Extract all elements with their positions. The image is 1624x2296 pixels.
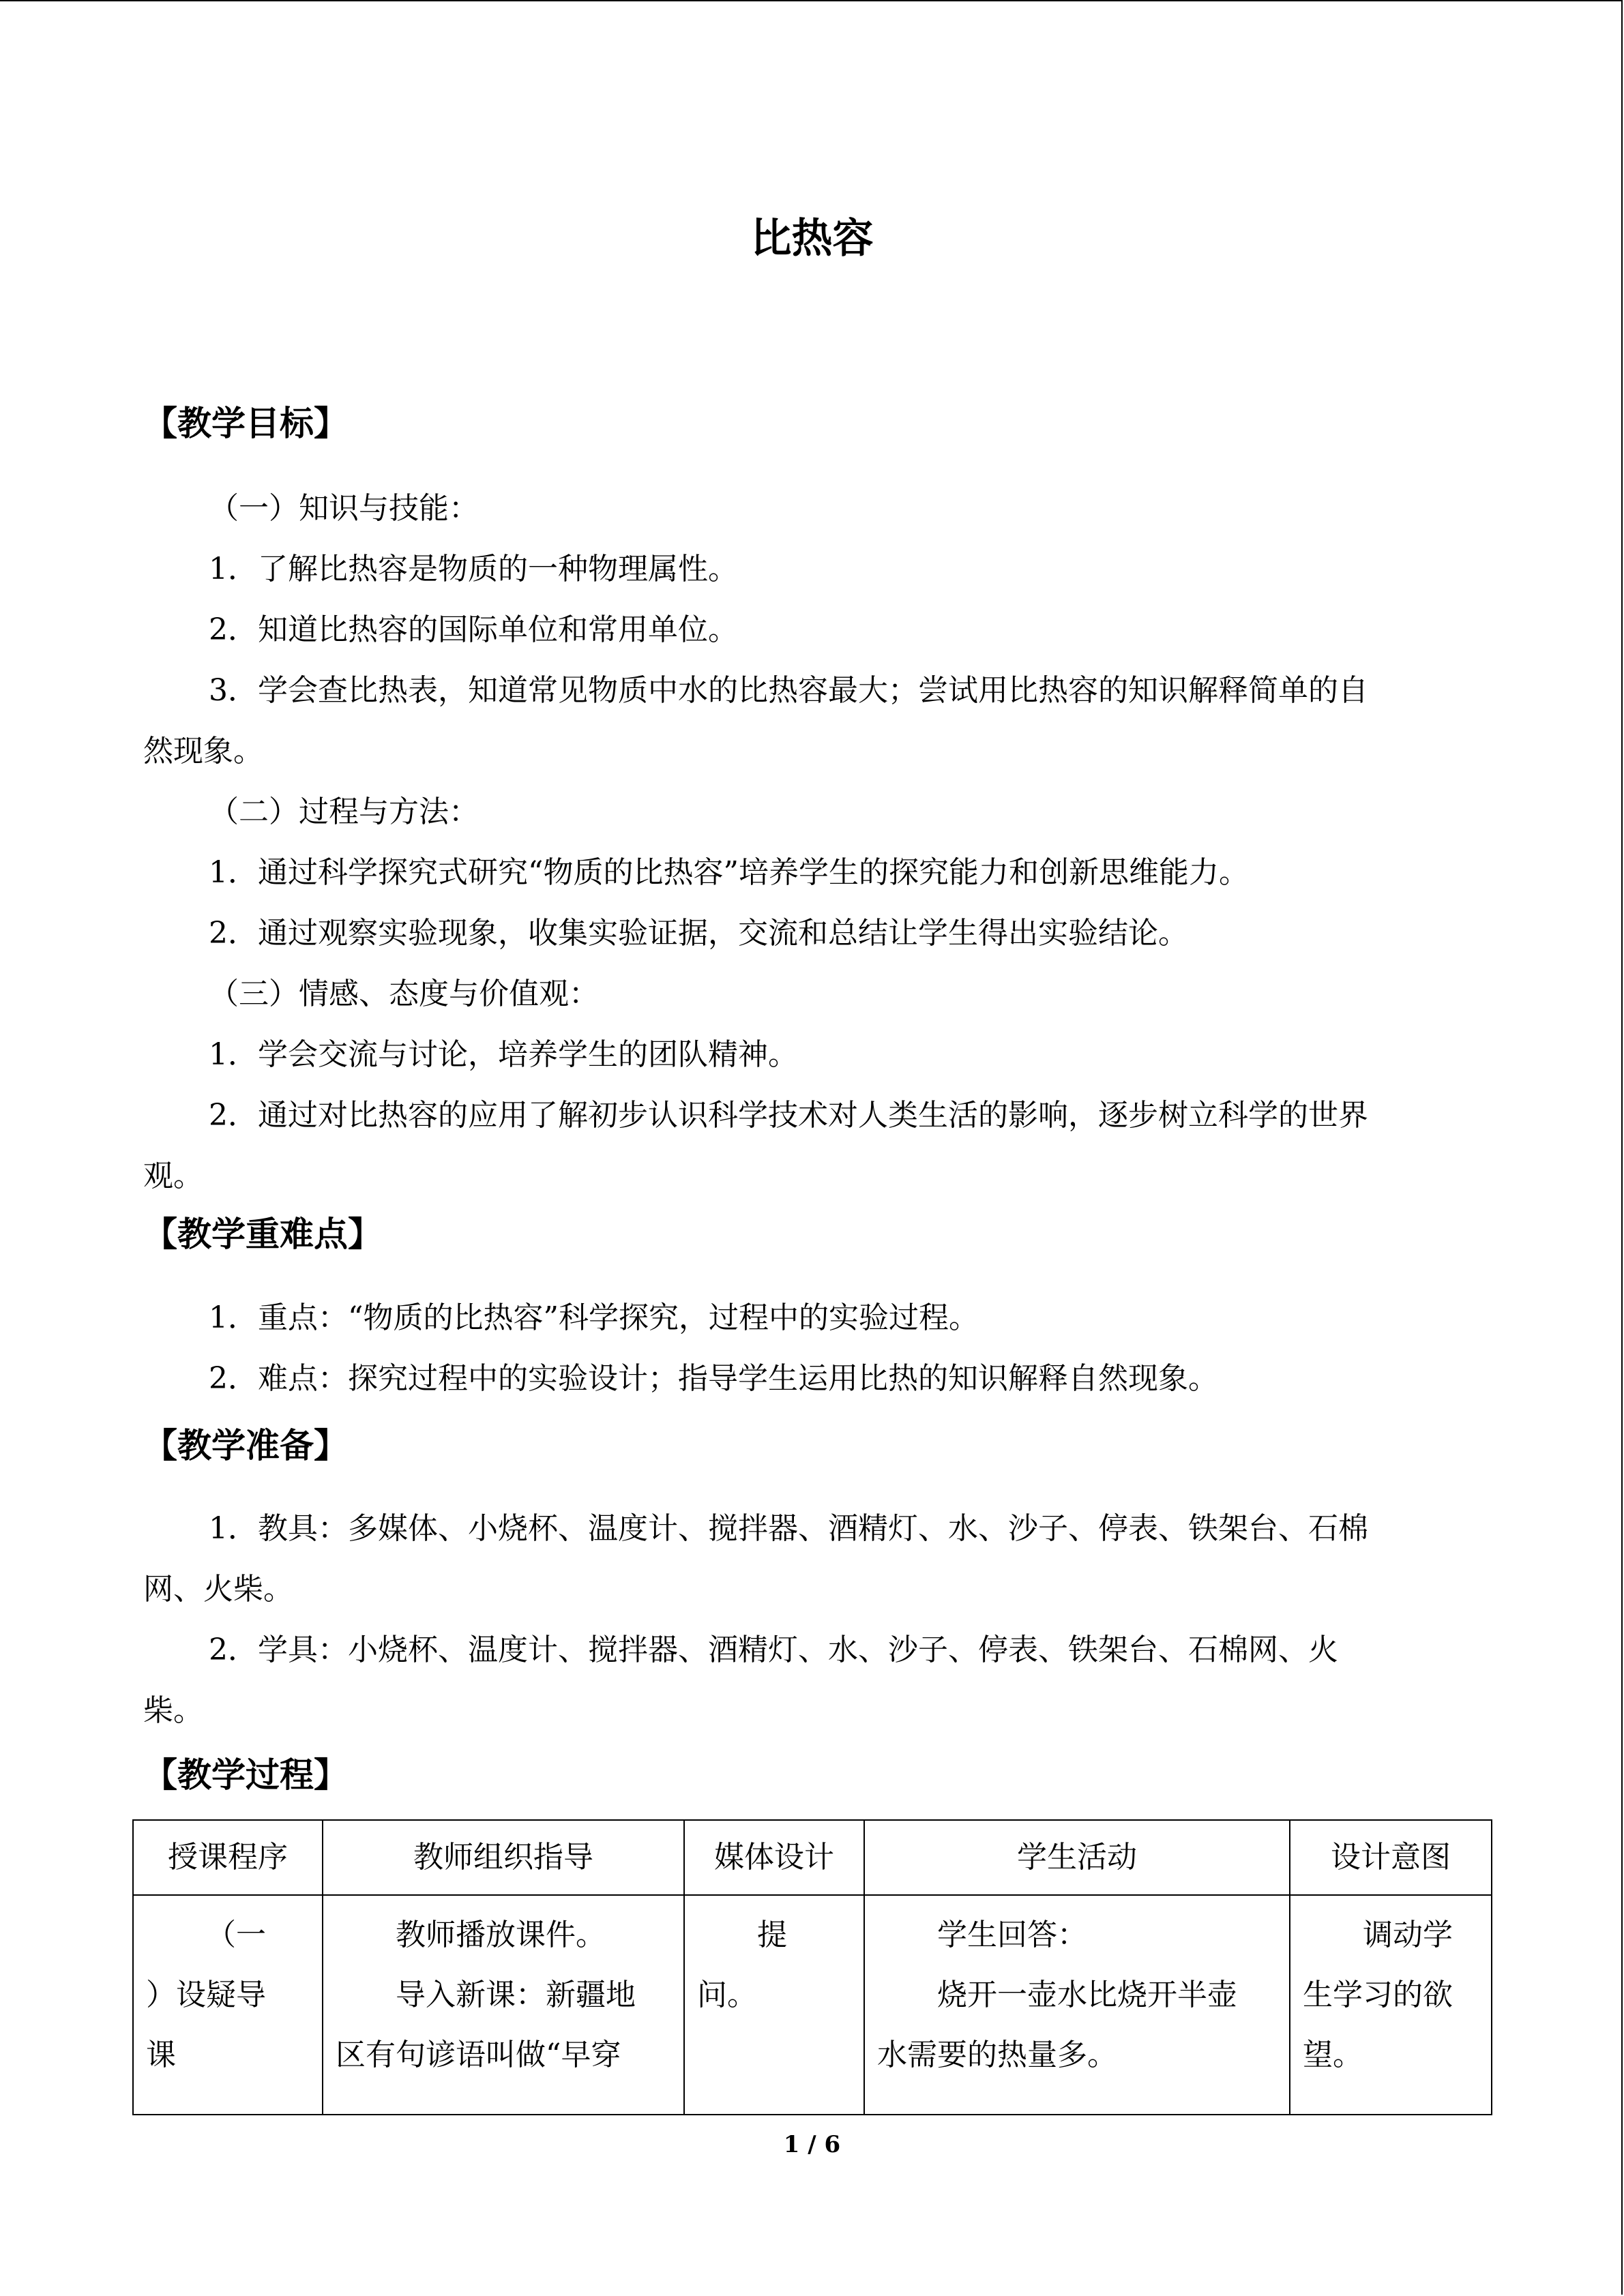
objective-line: 然现象。 — [143, 734, 263, 769]
cell-line: （一 — [206, 1918, 266, 1952]
key-point-line: 1．重点：“物质的比热容”科学探究，过程中的实验过程。 — [209, 1300, 979, 1335]
preparation-line: 2．学具：小烧杯、温度计、搅拌器、酒精灯、水、沙子、停表、铁架台、石棉网、火 — [209, 1632, 1338, 1667]
column-header: 媒体设计 — [684, 1820, 864, 1895]
column-header: 学生活动 — [864, 1820, 1290, 1895]
cell-line: 水需要的热量多。 — [877, 2038, 1117, 2072]
cell-line: 生学习的欲 — [1303, 1978, 1453, 2012]
cell-line: 教师播放课件。 — [396, 1918, 606, 1952]
cell-line: 问。 — [697, 1978, 757, 2012]
teacher-cell — [323, 1895, 684, 2115]
cell-line: 烧开一壶水比烧开半壶 — [937, 1978, 1237, 2012]
stage-cell — [133, 1895, 323, 2115]
objective-line: 2．通过对比热容的应用了解初步认识科学技术对人类生活的影响，逐步树立科学的世界 — [209, 1098, 1368, 1133]
preparation-line: 柴。 — [143, 1693, 203, 1728]
column-header: 授课程序 — [133, 1820, 323, 1895]
teaching-process-table — [132, 1819, 1492, 2115]
key-point-line: 2．难点：探究过程中的实验设计；指导学生运用比热的知识解释自然现象。 — [209, 1361, 1218, 1396]
cell-line: ）设疑导 — [146, 1978, 266, 2012]
media-cell — [684, 1895, 864, 2115]
objective-line: 1．学会交流与讨论，培养学生的团队精神。 — [209, 1037, 798, 1072]
key-points-body — [143, 1287, 1480, 1409]
objective-line: 1．通过科学探究式研究“物质的比热容”培养学生的探究能力和创新思维能力。 — [209, 855, 1249, 890]
column-header: 设计意图 — [1290, 1820, 1492, 1895]
preparation-line: 1．教具：多媒体、小烧杯、温度计、搅拌器、酒精灯、水、沙子、停表、铁架台、石棉 — [209, 1511, 1368, 1546]
objective-line: 2．知道比热容的国际单位和常用单位。 — [209, 612, 738, 647]
section-heading-key-points: 【教学重难点】 — [143, 1214, 382, 1254]
cell-line: 提 — [757, 1918, 787, 1952]
section-heading-process: 【教学过程】 — [143, 1755, 348, 1795]
column-header: 教师组织指导 — [323, 1820, 684, 1895]
table-header-row — [133, 1820, 1492, 1895]
cell-line: 课 — [146, 2038, 176, 2072]
objective-line: （一）知识与技能： — [209, 491, 479, 526]
section-heading-preparation: 【教学准备】 — [143, 1425, 348, 1465]
page-number: 1 / 6 — [783, 2131, 841, 2158]
cell-line: 导入新课：新疆地 — [396, 1978, 636, 2012]
objective-line: 1．了解比热容是物质的一种物理属性。 — [209, 552, 738, 586]
cell-line: 望。 — [1303, 2038, 1363, 2072]
objectives-body — [143, 478, 1480, 1206]
preparation-line: 网、火柴。 — [143, 1572, 293, 1607]
cell-line: 学生回答： — [937, 1918, 1087, 1952]
objective-line: 3．学会查比热表，知道常见物质中水的比热容最大；尝试用比热容的知识解释简单的自 — [209, 673, 1368, 708]
objective-line: 2．通过观察实验现象，收集实验证据，交流和总结让学生得出实验结论。 — [209, 916, 1188, 951]
objective-line: （二）过程与方法： — [209, 794, 479, 829]
table-row — [133, 1895, 1492, 2115]
section-heading-objectives: 【教学目标】 — [143, 403, 348, 443]
cell-line: 调动学 — [1363, 1918, 1453, 1952]
objective-line: 观。 — [143, 1159, 203, 1193]
document-title: 比热容 — [750, 215, 874, 263]
cell-line: 区有句谚语叫做“早穿 — [336, 2038, 621, 2072]
preparation-body — [143, 1498, 1480, 1741]
intent-cell — [1290, 1895, 1492, 2115]
student-cell — [864, 1895, 1290, 2115]
objective-line: （三）情感、态度与价值观： — [209, 976, 599, 1011]
